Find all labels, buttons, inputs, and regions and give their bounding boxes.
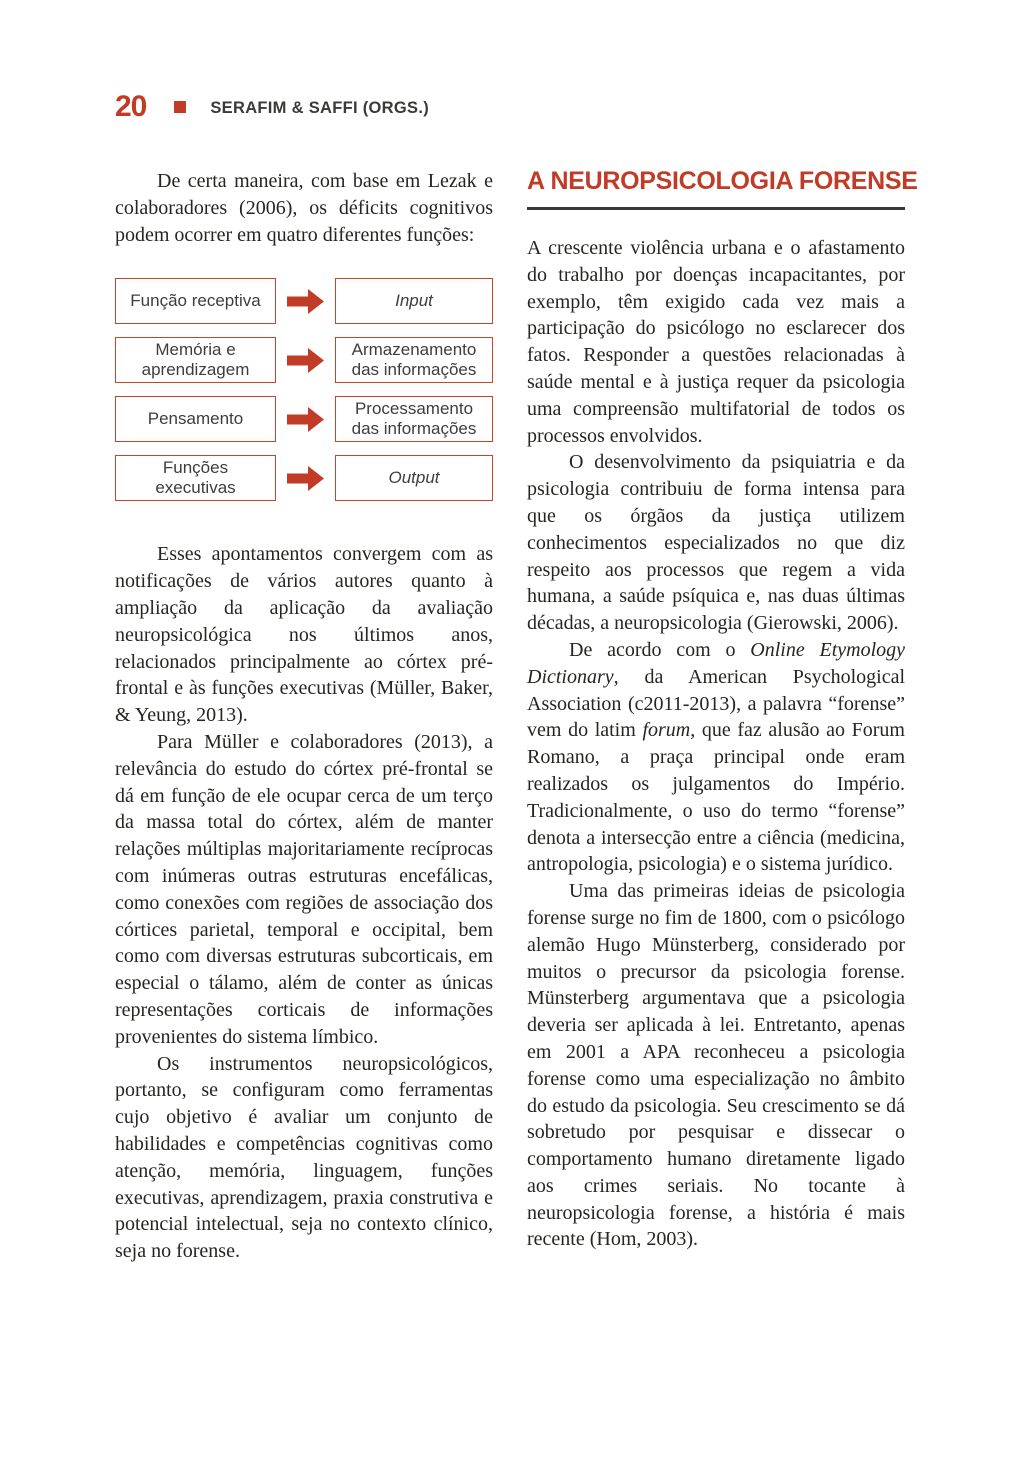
section-heading: A NEUROPSICOLOGIA FORENSE: [527, 167, 918, 195]
paragraph: De certa maneira, com base em Lezak e colaboradores (2006), os déficits cognitivos podem ocorrer em quatro diferentes funções:: [115, 170, 493, 246]
diagram-box-output: [335, 455, 493, 501]
arrow-right-icon: [276, 466, 335, 491]
diagram-row: [115, 396, 493, 442]
cognitive-functions-diagram: [115, 278, 493, 501]
arrow-right-icon: [276, 289, 335, 314]
paragraph: A crescente violência urbana e o afastamento do trabalho por doenças incapacitantes, por exemplo, têm exigido cada vez mais a participação do psicólogo no esclarecer dos fatos. Responder a questões relacionadas à saúde mental e à justiça requer da psicologia uma compreensão multifatorial de todos os processos envolvidos.: [527, 237, 905, 447]
paragraph: Para Müller e colaboradores (2013), a relevância do estudo do córtex pré-frontal se dá em função de ele ocupar cerca de um terço da massa total do córtex, além de manter relações múltiplas majoritariamente recíprocas com inúmeras outras estruturas encefálicas, como conexões com regiões de associação dos córtices parietal, temporal e occipital, bem como com diversas estruturas subcorticais, em especial o tálamo, além de conter as únicas representações corticais de informações provenientes do sistema límbico.: [115, 730, 493, 1048]
paragraph: Os instrumentos neuropsicológicos, portanto, se configuram como ferramentas cujo objetivo é avaliar um conjunto de habilidades e competências cognitivas como atenção, memória, linguagem, funções executivas, aprendizagem, praxia construtiva e potencial intelectual, seja no contexto clínico, seja no forense.: [115, 1052, 493, 1263]
running-title: SERAFIM & SAFFI (ORGS.): [210, 98, 430, 117]
diagram-box-processamento: [335, 396, 493, 442]
diagram-box-label: Função receptiva: [130, 291, 261, 311]
arrow-right-icon: [276, 407, 335, 432]
square-bullet-icon: [174, 101, 186, 113]
right-column: [527, 167, 918, 1265]
diagram-box-label: Memória e aprendizagem: [141, 340, 250, 380]
paragraph: O desenvolvimento da psiquiatria e da psicologia contribuiu de forma intensa para que os órgãos da justiça utilizem conhecimentos especializados no que diz respeito aos processos que regem a vida humana, a saúde psíquica e, nas duas últimas décadas, a neuropsicologia (Gierowski, 2006).: [527, 451, 905, 635]
paragraph: Esses apontamentos convergem com as notificações de vários autores quanto à ampliação da aplicação da avaliação neuropsicológica nos últimos anos, relacionados principalmente ao córtex pré-frontal e às funções executivas (Müller, Baker, & Yeung, 2013).: [115, 543, 493, 727]
diagram-box-label: Output: [388, 468, 440, 488]
page-number: 20: [115, 90, 147, 123]
diagram-box-label: Armazenamento das informações: [351, 340, 477, 380]
diagram-box-pensamento: [115, 396, 276, 442]
diagram-box-input: [335, 278, 493, 324]
diagram-box-memoria-aprendizagem: [115, 337, 276, 383]
diagram-box-label: Pensamento: [147, 409, 244, 429]
diagram-box-label: Funções executivas: [155, 458, 236, 498]
page-header: [115, 92, 429, 122]
diagram-box-label: Processamento das informações: [351, 399, 477, 439]
diagram-box-armazenamento: [335, 337, 493, 383]
diagram-box-label: Input: [395, 291, 433, 311]
diagram-row: [115, 455, 493, 501]
diagram-row: [115, 278, 493, 324]
paragraph: Uma das primeiras ideias de psicologia forense surge no fim de 1800, com o psicólogo alemão Hugo Münsterberg, considerado por muitos o precursor da psicologia forense. Münsterberg argumentava que a psicologia deveria ser aplicada à lei. Entretanto, apenas em 2001 a APA reconheceu a psicologia forense como uma especialização no âmbito do estudo da psicologia. Seu crescimento se dá sobretudo por pesquisar e dissecar o comportamento humano diretamente ligado aos crimes seriais. No tocante à neuropsicologia forense, a história é mais recente (Hom, 2003).: [527, 880, 905, 1251]
paragraph: De acordo com o Online Etymology Dictionary, da American Psychological Association (c2011-2013), a palavra “forense” vem do latim forum, que faz alusão ao Forum Romano, a praça principal onde eram realizados os julgamentos do Império. Tradicionalmente, o uso do termo “forense” denota a intersecção entre a ciência (medicina, antropologia, psicologia) e o sistema jurídico.: [527, 638, 905, 876]
heading-rule: [527, 207, 905, 210]
diagram-row: [115, 337, 493, 383]
diagram-box-funcao-receptiva: [115, 278, 276, 324]
left-column: [115, 168, 493, 1265]
diagram-box-funcoes-executivas: [115, 455, 276, 501]
two-column-layout: [115, 167, 918, 1265]
arrow-right-icon: [276, 348, 335, 373]
